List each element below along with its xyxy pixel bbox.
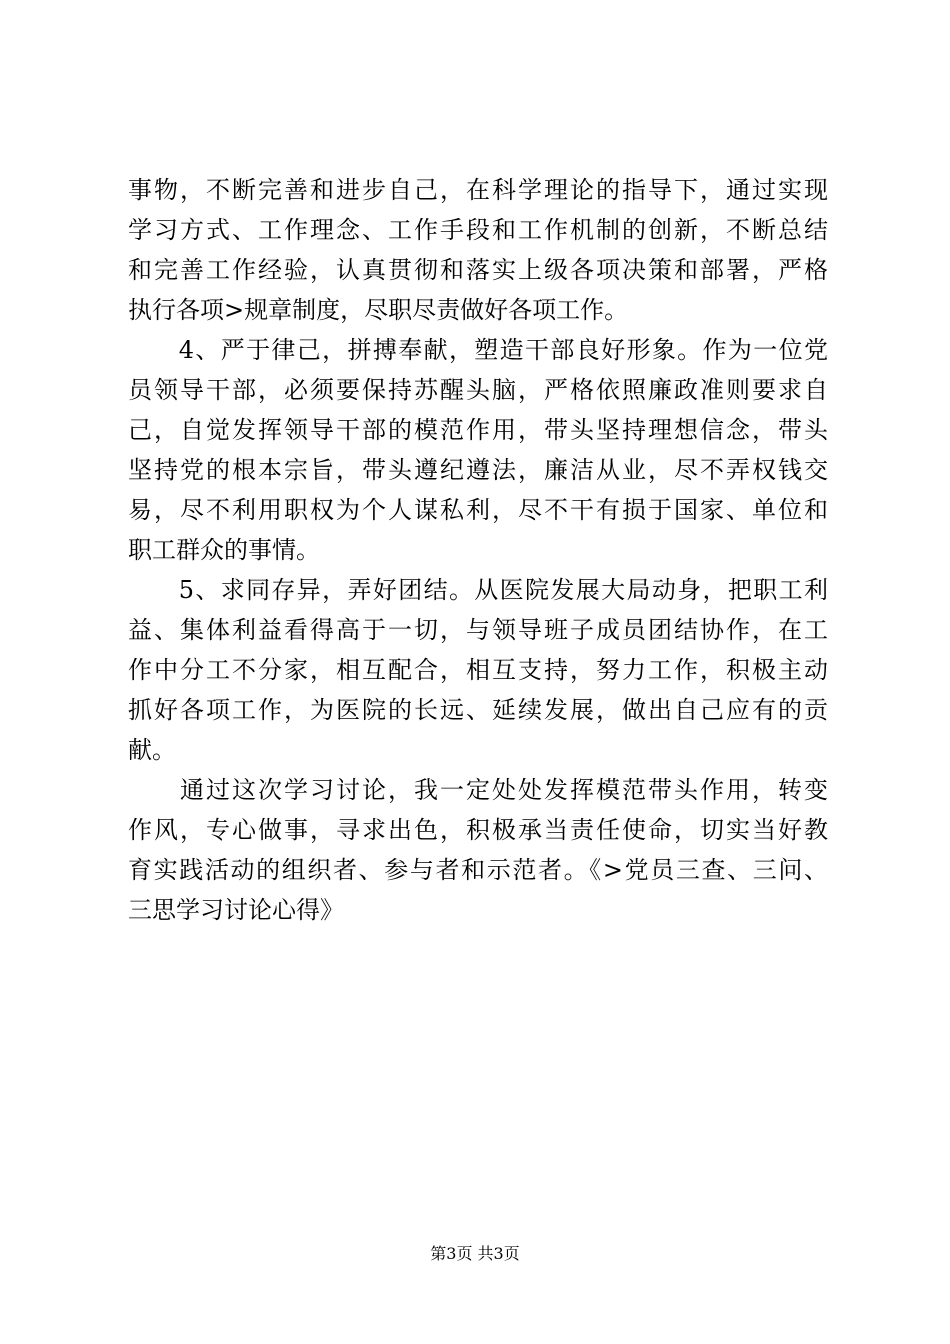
text-line: 和完善工作经验，认真贯彻和落实上级各项决策和部署，严格	[128, 256, 828, 284]
text-line: 4、严于律己，拼搏奉献，塑造干部良好形象。作为一位党	[128, 336, 828, 364]
text-line: 益、集体利益看得高于一切，与领导班子成员团结协作，在工	[128, 616, 828, 644]
text-line: 坚持党的根本宗旨，带头遵纪遵法，廉洁从业，尽不弄权钱交	[128, 456, 828, 484]
page-number-footer: 第3页 共3页	[430, 1244, 520, 1263]
text-line: 通过这次学习讨论，我一定处处发挥模范带头作用，转变	[128, 776, 828, 804]
text-line: 职工群众的事情。	[128, 536, 320, 564]
text-line: 作风，专心做事，寻求出色，积极承当责任使命，切实当好教	[128, 816, 828, 844]
text-line: 易，尽不利用职权为个人谋私利，尽不干有损于国家、单位和	[128, 496, 828, 524]
text-line: 学习方式、工作理念、工作手段和工作机制的创新，不断总结	[128, 216, 828, 244]
text-line: 执行各项>规章制度，尽职尽责做好各项工作。	[128, 296, 629, 324]
text-line: 己，自觉发挥领导干部的模范作用，带头坚持理想信念，带头	[128, 416, 828, 444]
text-line: 抓好各项工作，为医院的长远、延续发展，做出自己应有的贡	[128, 696, 828, 724]
text-line: 育实践活动的组织者、参与者和示范者。《>党员三查、三问、	[128, 856, 828, 884]
text-line: 献。	[128, 736, 176, 764]
text-line: 三思学习讨论心得》	[128, 896, 344, 924]
text-line: 作中分工不分家，相互配合，相互支持，努力工作，积极主动	[128, 656, 828, 684]
text-line: 5、求同存异，弄好团结。从医院发展大局动身，把职工利	[128, 576, 828, 604]
text-line: 事物，不断完善和进步自己，在科学理论的指导下，通过实现	[128, 176, 828, 204]
document-body	[128, 170, 828, 930]
text-line: 员领导干部，必须要保持苏醒头脑，严格依照廉政准则要求自	[128, 376, 828, 404]
